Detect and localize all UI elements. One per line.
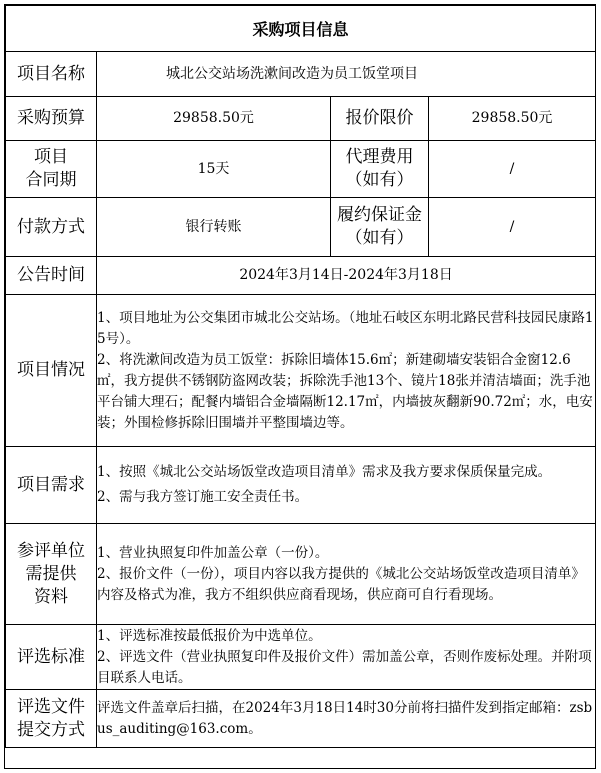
label-agency-fee xyxy=(331,141,429,198)
table-title: 采购项目信息 xyxy=(6,6,596,52)
value-performance-deposit: / xyxy=(429,198,596,257)
value-project-name: 城北公交站场洗漱间改造为员工饭堂项目 xyxy=(97,52,596,97)
label-performance-deposit-line1: 履约保证金 xyxy=(337,205,422,225)
criteria-paragraph: 1、评选标准按最低报价为中选单位。 xyxy=(97,627,322,644)
value-criteria xyxy=(97,625,596,690)
value-demand xyxy=(97,447,596,524)
value-price-limit: 29858.50元 xyxy=(429,97,596,141)
row-budget xyxy=(6,97,596,141)
label-materials xyxy=(6,524,97,625)
label-contract-period-line2: 合同期 xyxy=(25,170,77,190)
label-contract-period xyxy=(6,141,97,198)
label-submission-line1: 评选文件 xyxy=(17,696,85,717)
label-materials-line2: 需提供 xyxy=(25,563,77,584)
criteria-paragraph: 2、评选文件（营业执照复印件及报价文件）需加盖公章，否则作废标处理。并附项目联系人电话。 xyxy=(97,648,592,686)
value-announcement: 2024年3月14日-2024年3月18日 xyxy=(97,257,596,295)
procurement-info-frame xyxy=(4,4,596,769)
situation-paragraph: 2、将洗漱间改造为员工饭堂：拆除旧墙体15.6㎡；新建砌墙安装铝合金窗12.6㎡，我方提供不锈钢防盗网改装；拆除洗手池13个、镜片18张并清洁墙面；洗手池平台铺大理石；配餐内墙铝合金墙隔断12.17㎡，内墙披灰翻新90.72㎡；水，电安装；外围检修拆除旧围墙并平整围墙边等。 xyxy=(97,351,593,431)
value-contract-period: 15天 xyxy=(97,141,331,198)
value-payment: 银行转账 xyxy=(97,198,331,257)
materials-paragraph: 2、报价文件（一份），项目内容以我方提供的《城北公交站场饭堂改造项目清单》内容及格式为准，我方不组织供应商看现场，供应商可自行看现场。 xyxy=(97,565,585,603)
label-submission xyxy=(6,690,97,748)
value-submission xyxy=(97,690,596,748)
label-demand: 项目需求 xyxy=(6,447,97,524)
procurement-info-table xyxy=(5,5,596,748)
label-submission-line2: 提交方式 xyxy=(17,719,85,740)
row-submission xyxy=(6,690,596,748)
row-announcement xyxy=(6,257,596,295)
label-situation: 项目情况 xyxy=(6,295,97,447)
label-criteria: 评选标准 xyxy=(6,625,97,690)
label-payment: 付款方式 xyxy=(6,198,97,257)
label-agency-fee-line2: （如有） xyxy=(345,170,414,190)
label-materials-line3: 资料 xyxy=(34,586,68,607)
row-project-name xyxy=(6,52,596,97)
label-contract-period-line1: 项目 xyxy=(34,147,68,167)
value-materials xyxy=(97,524,596,625)
row-contract-period xyxy=(6,141,596,198)
label-price-limit: 报价限价 xyxy=(331,97,429,141)
row-criteria xyxy=(6,625,596,690)
label-materials-line1: 参评单位 xyxy=(17,540,85,561)
value-situation xyxy=(97,295,596,447)
value-budget: 29858.50元 xyxy=(97,97,331,141)
row-situation xyxy=(6,295,596,447)
row-materials xyxy=(6,524,596,625)
label-performance-deposit xyxy=(331,198,429,257)
demand-paragraph: 2、需与我方签订施工安全责任书。 xyxy=(97,489,309,505)
value-agency-fee: / xyxy=(429,141,596,198)
demand-paragraph: 1、按照《城北公交站场饭堂改造项目清单》需求及我方要求保质保量完成。 xyxy=(97,464,552,480)
row-payment xyxy=(6,198,596,257)
materials-paragraph: 1、营业执照复印件加盖公章（一份）。 xyxy=(97,544,329,561)
label-performance-deposit-line2: （如有） xyxy=(345,228,414,248)
submission-paragraph: 评选文件盖章后扫描，在2024年3月18日14时30分前将扫描件发到指定邮箱：zsbus_auditing@163.com。 xyxy=(97,699,593,737)
label-agency-fee-line1: 代理费用 xyxy=(345,147,414,167)
label-project-name: 项目名称 xyxy=(6,52,97,97)
label-announcement: 公告时间 xyxy=(6,257,97,295)
row-demand xyxy=(6,447,596,524)
situation-paragraph: 1、项目地址为公交集团市城北公交站场。（地址石岐区东明北路民营科技园民康路15号）。 xyxy=(97,309,594,347)
label-budget: 采购预算 xyxy=(6,97,97,141)
